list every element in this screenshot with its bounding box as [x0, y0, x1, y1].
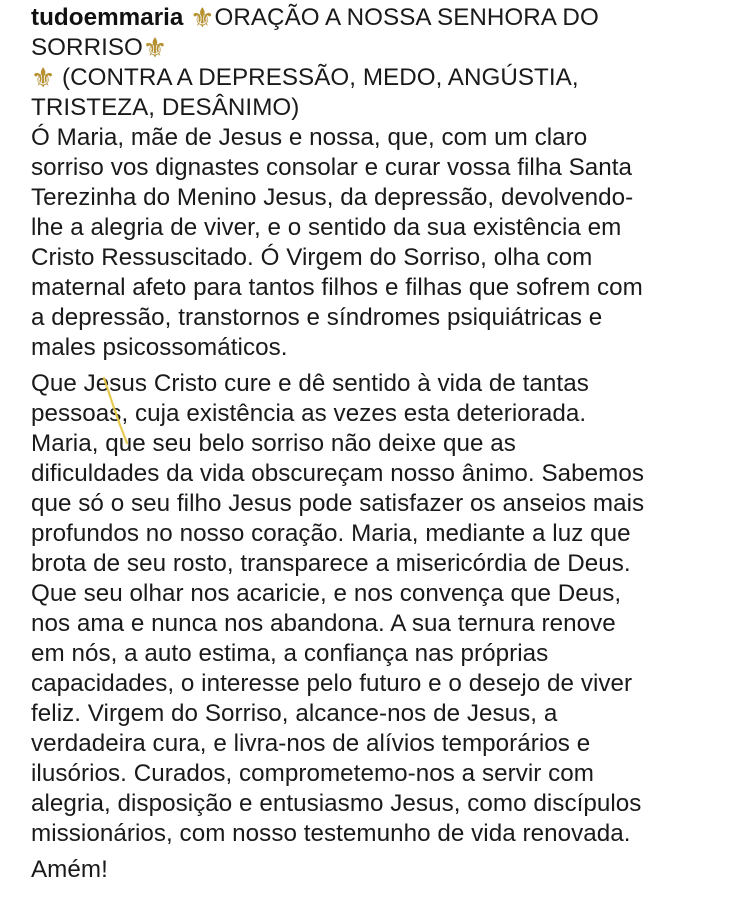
text-line: feliz. Virgem do Sorriso, alcance-nos de Jesus, a: [31, 700, 558, 727]
fleur-de-lis-icon: ⚜: [142, 33, 168, 64]
text-line: missionários, com nosso testemunho de vida renovada.: [31, 820, 631, 847]
text-line: lhe a alegria de viver, e o sentido da sua existência em: [31, 214, 622, 241]
paragraph-1: [31, 123, 736, 363]
prayer-title: ORAÇÃO A NOSSA SENHORA DO: [214, 4, 599, 31]
text-line: nos ama e nunca nos abandona. A sua ternura renove: [31, 610, 616, 637]
text-line: Terezinha do Menino Jesus, da depressão, devolvendo-: [31, 184, 634, 211]
caption-line-1: [31, 3, 736, 33]
text-line: Que Jesus Cristo cure e dê sentido à vida de tantas: [31, 370, 589, 397]
text-line: profundos no nosso coração. Maria, mediante a luz que: [31, 520, 631, 547]
text-line: em nós, a auto estima, a confiança nas próprias: [31, 640, 549, 667]
prayer-subtitle-continued: TRISTEZA, DESÂNIMO): [31, 94, 300, 121]
fleur-de-lis-icon: ⚜: [190, 3, 215, 34]
caption-line-2: [31, 33, 736, 63]
text-line: dificuldades da vida obscureçam nosso ânimo. Sabemos: [31, 460, 645, 487]
prayer-subtitle: (CONTRA A DEPRESSÃO, MEDO, ANGÚSTIA,: [62, 64, 579, 91]
text-line: que só o seu filho Jesus pode satisfazer os anseios mais: [31, 490, 645, 517]
text-line: a depressão, transtornos e síndromes psiquiátricas e: [31, 304, 603, 331]
prayer-title-continued: SORRISO: [31, 34, 143, 61]
text-line: maternal afeto para tantos filhos e filhas que sofrem com: [31, 274, 643, 301]
text-line: capacidades, o interesse pelo futuro e o desejo de viver: [31, 670, 633, 697]
text-line: verdadeira cura, e livra-nos de alívios temporários e: [31, 730, 591, 757]
text-line: Que seu olhar nos acaricie, e nos convença que Deus,: [31, 580, 622, 607]
username-link[interactable]: tudoemmaria: [31, 4, 184, 31]
caption-line-4: [31, 93, 736, 123]
text-line: Cristo Ressuscitado. Ó Virgem do Sorriso, olha com: [31, 244, 593, 271]
post-caption: [31, 3, 736, 885]
caption-line-3: [31, 63, 736, 93]
paragraph-2: [31, 369, 736, 849]
text-line: Maria, que seu belo sorriso não deixe que as: [31, 430, 516, 457]
text-line: pessoas, cuja existência as vezes esta deteriorada.: [31, 400, 587, 427]
closing-amen: Amém!: [31, 856, 108, 883]
text-line: brota de seu rosto, transparece a misericórdia de Deus.: [31, 550, 631, 577]
text-line: Ó Maria, mãe de Jesus e nossa, que, com um claro: [31, 124, 588, 151]
text-line: males psicossomáticos.: [31, 334, 288, 361]
text-line: alegria, disposição e entusiasmo Jesus, como discípulos: [31, 790, 642, 817]
text-line: sorriso vos dignastes consolar e curar vossa filha Santa: [31, 154, 633, 181]
fleur-de-lis-icon: ⚜: [31, 63, 56, 94]
text-line: ilusórios. Curados, comprometemo-nos a servir com: [31, 760, 594, 787]
